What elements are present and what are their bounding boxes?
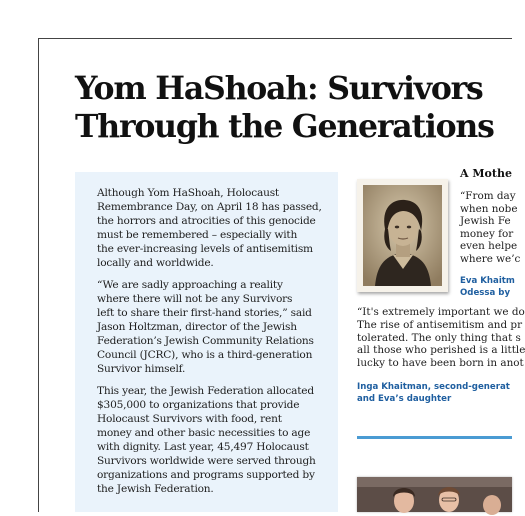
text-line: Federation’s Jewish Community Relations <box>97 335 314 347</box>
article-headline <box>75 70 512 146</box>
intro-paragraph-3 <box>97 384 322 496</box>
text-line: Remembrance Day, on April 18 has passed, <box>97 201 322 213</box>
text-line: the ever-increasing levels of antisemitism <box>97 243 313 255</box>
eva-quote <box>460 190 521 266</box>
text-line: Although Yom HaShoah, Holocaust <box>97 187 279 199</box>
mother-section-heading: A Mothe <box>460 167 512 180</box>
intro-paragraph-1 <box>97 186 322 270</box>
headline-line-1: Yom HaShoah: Survivors <box>75 70 483 107</box>
text-line: the Jewish Federation. <box>97 483 214 495</box>
text-line: Holocaust Survivors with food, rent <box>97 413 282 425</box>
family-photo-image <box>357 477 512 512</box>
text-line: and Eva’s daughter <box>357 394 452 404</box>
text-line: Jewish Fe <box>460 215 511 228</box>
text-line: where there will not be any Survivors <box>97 293 293 305</box>
text-line: Odessa by <box>460 287 511 298</box>
text-line: “It's extremely important we do <box>357 306 525 318</box>
text-line: all those who perished is a little <box>357 344 525 357</box>
text-line: tolerated. The only thing that s <box>357 331 521 344</box>
intro-sidebar <box>75 172 338 512</box>
text-line: Council (JCRC), who is a third-generation <box>97 349 313 361</box>
intro-paragraph-2 <box>97 278 322 376</box>
text-line: This year, the Jewish Federation allocated <box>97 385 314 397</box>
text-line: organizations and programs supported by <box>97 469 315 481</box>
section-divider <box>357 436 512 439</box>
family-photo <box>357 477 512 512</box>
text-line: money and other basic necessities to age <box>97 427 311 439</box>
inga-attribution <box>357 381 512 405</box>
text-line: $305,000 to organizations that provide <box>97 399 300 411</box>
text-line: left to share their first-hand stories,” said <box>97 307 312 319</box>
text-line: money for <box>460 227 514 240</box>
text-line: Survivors worldwide were served through <box>97 455 316 467</box>
text-line: the horrors and atrocities of this genocide <box>97 215 316 227</box>
text-line: The rise of antisemitism and pr <box>357 318 523 331</box>
headline-line-2: Through the Generations <box>75 108 494 145</box>
eva-portrait-photo <box>357 179 448 292</box>
text-line: where we’c <box>460 252 521 265</box>
text-line: when nobe <box>460 202 518 215</box>
text-line: Inga Khaitman, second-generat <box>357 382 510 392</box>
text-line: Jason Holtzman, director of the Jewish <box>97 321 297 333</box>
portrait-image <box>363 185 442 286</box>
text-line: Eva Khaitm <box>460 276 515 286</box>
text-line: must be remembered – especially with <box>97 229 298 241</box>
inga-quote <box>357 306 525 370</box>
text-line: “We are sadly approaching a reality <box>97 279 283 291</box>
text-line: Survivor himself. <box>97 363 186 375</box>
text-line: with dignity. Last year, 45,497 Holocaust <box>97 441 309 453</box>
text-line: even helpe <box>460 240 518 253</box>
eva-attribution <box>460 276 515 300</box>
text-line: “From day <box>460 190 516 202</box>
text-line: lucky to have been born in anot <box>357 357 524 370</box>
text-line: locally and worldwide. <box>97 257 214 269</box>
